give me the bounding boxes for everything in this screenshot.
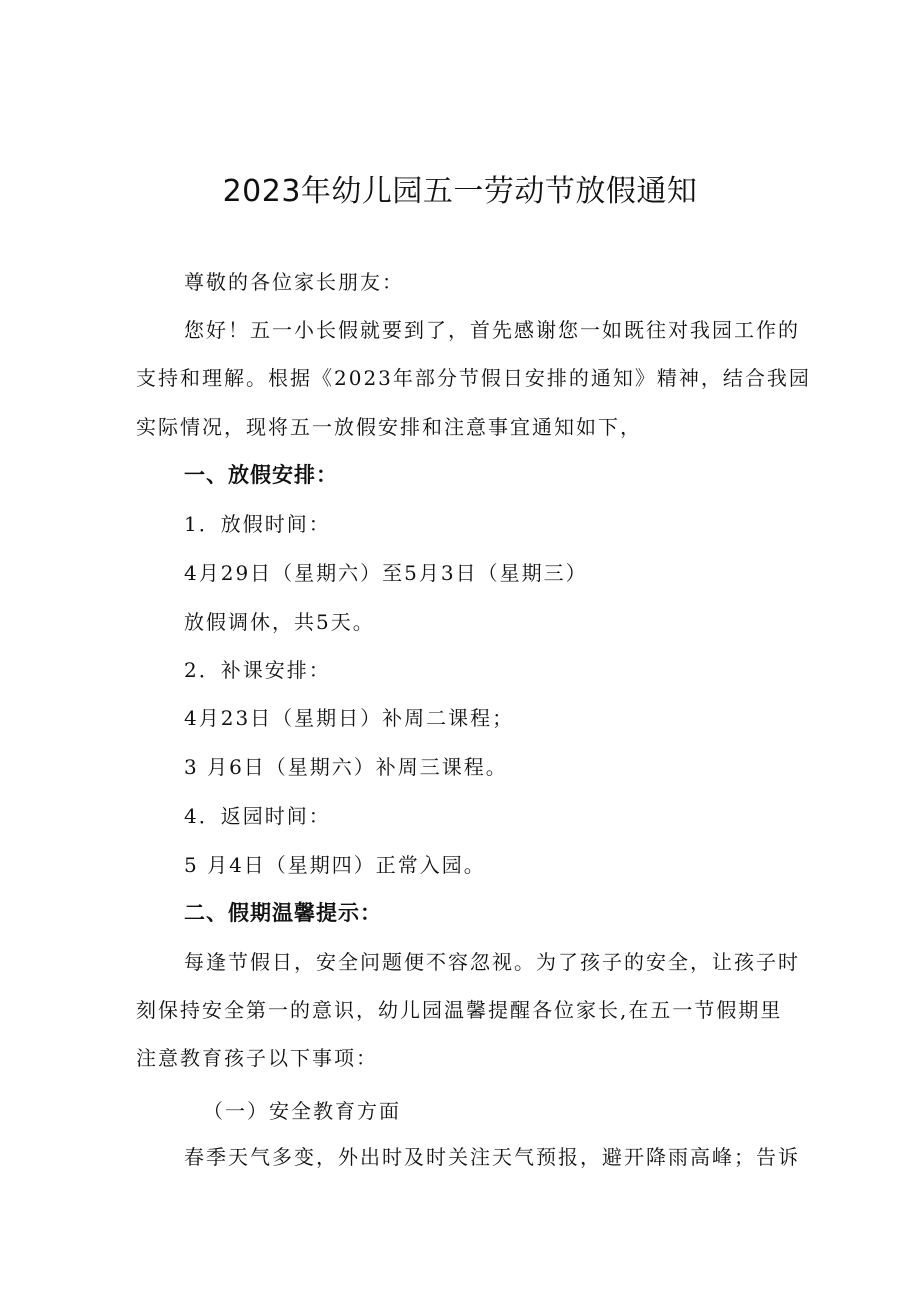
item-2-label: 2．补课安排： <box>184 658 331 682</box>
item-4-label: 4．返园时间： <box>184 804 331 828</box>
document-title: 2023年幼儿园五一劳动节放假通知 <box>222 174 698 209</box>
item-1-dates: 4月29日（星期六）至5月3日（星期三） <box>184 561 588 585</box>
subsection-1-heading: （一）安全教育方面 <box>203 1099 401 1123</box>
item-2-line-2: 3 月6日（星期六）补周三课程。 <box>184 755 508 779</box>
tips-line-2: 刻保持安全第一的意识，幼儿园温馨提醒各位家长,在五一节假期里 <box>136 998 783 1022</box>
intro-line-2: 支持和理解。根据《2023年部分节假日安排的通知》精神，结合我园 <box>136 366 811 390</box>
item-1-note: 放假调休，共5天。 <box>184 610 375 634</box>
section-1-heading: 一、放假安排： <box>184 463 338 487</box>
tips-line-3: 注意教育孩子以下事项： <box>136 1046 378 1070</box>
item-1-label: 1．放假时间： <box>184 512 331 536</box>
tips-line-1: 每逢节假日，安全问题便不容忽视。为了孩子的安全，让孩子时 <box>184 950 800 974</box>
item-4-line: 5 月4日（星期四）正常入园。 <box>184 853 486 877</box>
item-2-line-1: 4月23日（星期日）补周二课程； <box>184 706 515 730</box>
intro-line-1: 您好！五一小长假就要到了，首先感谢您一如既往对我园工作的 <box>184 318 800 342</box>
intro-line-3: 实际情况，现将五一放假安排和注意事宜通知如下， <box>136 415 642 439</box>
salutation: 尊敬的各位家长朋友： <box>184 270 404 294</box>
section-2-heading: 二、假期温馨提示： <box>184 901 382 925</box>
subsection-1-line-1: 春季天气多变，外出时及时关注天气预报，避开降雨高峰；告诉 <box>184 1145 800 1169</box>
